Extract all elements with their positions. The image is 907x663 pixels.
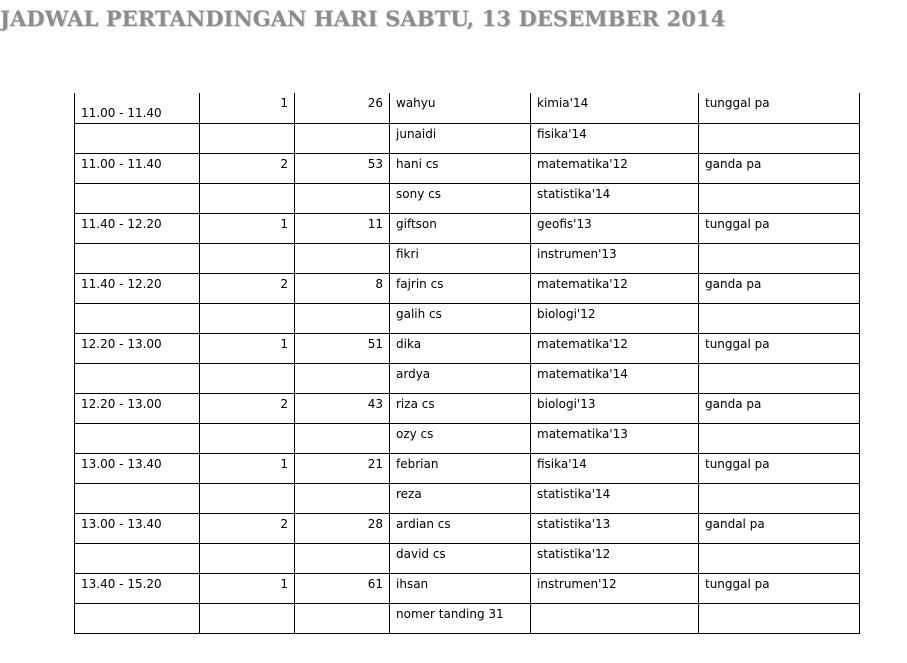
category-cell bbox=[699, 243, 860, 273]
match-number-cell bbox=[295, 393, 390, 423]
time-cell bbox=[75, 453, 200, 483]
category-cell-text bbox=[705, 364, 853, 367]
match-number-cell bbox=[295, 183, 390, 213]
department-cell bbox=[531, 153, 699, 183]
court-cell bbox=[200, 303, 295, 333]
category-cell bbox=[699, 363, 860, 393]
player-name-cell bbox=[390, 483, 531, 513]
department-cell-text: statistika'12 bbox=[537, 546, 611, 561]
time-cell-text bbox=[81, 604, 193, 607]
table-row bbox=[75, 513, 860, 543]
player-name-cell-text: nomer tanding 31 bbox=[396, 606, 504, 621]
department-cell bbox=[531, 93, 699, 123]
department-cell-text: biologi'12 bbox=[537, 306, 596, 321]
court-cell-text: 1 bbox=[280, 456, 288, 471]
match-number-cell bbox=[295, 273, 390, 303]
category-cell-text bbox=[705, 544, 853, 547]
time-cell-text: 12.20 - 13.00 bbox=[81, 336, 162, 351]
time-cell bbox=[75, 153, 200, 183]
department-cell bbox=[531, 363, 699, 393]
category-cell bbox=[699, 393, 860, 423]
match-number-cell-text bbox=[301, 364, 383, 367]
category-cell bbox=[699, 453, 860, 483]
match-number-cell bbox=[295, 543, 390, 573]
category-cell bbox=[699, 423, 860, 453]
court-cell bbox=[200, 123, 295, 153]
court-cell bbox=[200, 453, 295, 483]
category-cell-text bbox=[705, 184, 853, 187]
time-cell bbox=[75, 273, 200, 303]
player-name-cell-text: ardya bbox=[396, 366, 431, 381]
department-cell-text: biologi'13 bbox=[537, 396, 596, 411]
table-row bbox=[75, 183, 860, 213]
time-cell-text bbox=[81, 124, 193, 127]
player-name-cell-text: ardian cs bbox=[396, 516, 451, 531]
court-cell-text: 1 bbox=[280, 576, 288, 591]
player-name-cell bbox=[390, 153, 531, 183]
court-cell-text: 1 bbox=[280, 216, 288, 231]
department-cell-text: statistika'14 bbox=[537, 186, 611, 201]
court-cell-text bbox=[206, 544, 288, 547]
department-cell-text: statistika'14 bbox=[537, 486, 611, 501]
department-cell bbox=[531, 603, 699, 633]
match-number-cell-text: 28 bbox=[367, 516, 383, 531]
court-cell bbox=[200, 543, 295, 573]
player-name-cell bbox=[390, 243, 531, 273]
match-number-cell bbox=[295, 603, 390, 633]
court-cell-text bbox=[206, 184, 288, 187]
court-cell bbox=[200, 573, 295, 603]
court-cell bbox=[200, 513, 295, 543]
time-cell bbox=[75, 513, 200, 543]
match-number-cell-text: 21 bbox=[367, 456, 383, 471]
player-name-cell bbox=[390, 423, 531, 453]
department-cell-text: matematika'12 bbox=[537, 336, 628, 351]
time-cell-text: 13.00 - 13.40 bbox=[81, 516, 162, 531]
time-cell-text bbox=[81, 184, 193, 187]
category-cell bbox=[699, 543, 860, 573]
department-cell bbox=[531, 303, 699, 333]
department-cell bbox=[531, 333, 699, 363]
department-cell-text: fisika'14 bbox=[537, 456, 587, 471]
player-name-cell bbox=[390, 123, 531, 153]
player-name-cell bbox=[390, 363, 531, 393]
court-cell-text: 2 bbox=[280, 516, 288, 531]
table-row bbox=[75, 333, 860, 363]
table-row bbox=[75, 363, 860, 393]
match-number-cell bbox=[295, 363, 390, 393]
time-cell bbox=[75, 333, 200, 363]
department-cell-text: geofis'13 bbox=[537, 216, 592, 231]
department-cell bbox=[531, 513, 699, 543]
time-cell bbox=[75, 603, 200, 633]
department-cell-text: fisika'14 bbox=[537, 126, 587, 141]
time-cell-text bbox=[81, 244, 193, 247]
category-cell-text: tunggal pa bbox=[705, 336, 770, 351]
department-cell bbox=[531, 183, 699, 213]
player-name-cell-text: giftson bbox=[396, 216, 437, 231]
court-cell-text bbox=[206, 364, 288, 367]
time-cell-text: 11.00 - 11.40 bbox=[81, 156, 162, 171]
court-cell bbox=[200, 393, 295, 423]
player-name-cell-text: ozy cs bbox=[396, 426, 434, 441]
time-cell-text: 13.00 - 13.40 bbox=[81, 456, 162, 471]
match-number-cell bbox=[295, 483, 390, 513]
department-cell-text: matematika'12 bbox=[537, 156, 628, 171]
department-cell-text: instrumen'13 bbox=[537, 246, 617, 261]
match-number-cell bbox=[295, 573, 390, 603]
time-cell bbox=[75, 303, 200, 333]
player-name-cell bbox=[390, 93, 531, 123]
time-cell-text: 11.40 - 12.20 bbox=[81, 276, 162, 291]
court-cell-text bbox=[206, 304, 288, 307]
time-cell bbox=[75, 573, 200, 603]
department-cell bbox=[531, 483, 699, 513]
category-cell-text: ganda pa bbox=[705, 396, 762, 411]
player-name-cell-text: wahyu bbox=[396, 96, 436, 110]
time-cell bbox=[75, 423, 200, 453]
category-cell-text bbox=[705, 124, 853, 127]
match-number-cell-text: 61 bbox=[367, 576, 383, 591]
match-number-cell-text: 43 bbox=[367, 396, 383, 411]
player-name-cell bbox=[390, 273, 531, 303]
court-cell-text bbox=[206, 244, 288, 247]
table-row bbox=[75, 213, 860, 243]
table-row bbox=[75, 303, 860, 333]
court-cell-text bbox=[206, 424, 288, 427]
table-row bbox=[75, 153, 860, 183]
category-cell-text: tunggal pa bbox=[705, 96, 770, 110]
table-row bbox=[75, 123, 860, 153]
court-cell-text bbox=[206, 604, 288, 607]
category-cell-text bbox=[705, 244, 853, 247]
player-name-cell-text: febrian bbox=[396, 456, 439, 471]
department-cell-text bbox=[537, 604, 692, 607]
category-cell bbox=[699, 483, 860, 513]
match-number-cell bbox=[295, 333, 390, 363]
match-number-cell bbox=[295, 453, 390, 483]
time-cell-text bbox=[81, 544, 193, 547]
match-number-cell-text: 8 bbox=[375, 276, 383, 291]
court-cell-text: 1 bbox=[280, 96, 288, 110]
category-cell bbox=[699, 603, 860, 633]
player-name-cell bbox=[390, 393, 531, 423]
player-name-cell-text: david cs bbox=[396, 546, 446, 561]
category-cell-text bbox=[705, 304, 853, 307]
table-row bbox=[75, 393, 860, 423]
department-cell-text: kimia'14 bbox=[537, 96, 589, 110]
match-number-cell-text bbox=[301, 244, 383, 247]
match-number-cell-text: 11 bbox=[367, 216, 383, 231]
match-number-cell-text: 53 bbox=[367, 156, 383, 171]
player-name-cell bbox=[390, 213, 531, 243]
category-cell bbox=[699, 153, 860, 183]
player-name-cell bbox=[390, 603, 531, 633]
page-title: JADWAL PERTANDINGAN HARI SABTU, 13 DESEMBER 2014 bbox=[0, 6, 726, 31]
court-cell-text: 2 bbox=[280, 276, 288, 291]
time-cell-text: 11.40 - 12.20 bbox=[81, 216, 162, 231]
department-cell-text: matematika'13 bbox=[537, 426, 628, 441]
player-name-cell-text: ihsan bbox=[396, 576, 429, 591]
player-name-cell bbox=[390, 183, 531, 213]
time-cell bbox=[75, 183, 200, 213]
department-cell-text: instrumen'12 bbox=[537, 576, 617, 591]
player-name-cell-text: sony cs bbox=[396, 186, 441, 201]
table-row bbox=[75, 483, 860, 513]
match-number-cell-text bbox=[301, 484, 383, 487]
match-number-cell bbox=[295, 93, 390, 123]
table-row bbox=[75, 573, 860, 603]
time-cell bbox=[75, 93, 200, 123]
match-number-cell bbox=[295, 423, 390, 453]
player-name-cell-text: riza cs bbox=[396, 396, 435, 411]
table-row bbox=[75, 543, 860, 573]
category-cell bbox=[699, 183, 860, 213]
court-cell bbox=[200, 213, 295, 243]
match-number-cell-text: 51 bbox=[367, 336, 383, 351]
match-number-cell bbox=[295, 153, 390, 183]
court-cell bbox=[200, 153, 295, 183]
category-cell bbox=[699, 573, 860, 603]
court-cell bbox=[200, 333, 295, 363]
department-cell bbox=[531, 423, 699, 453]
category-cell bbox=[699, 273, 860, 303]
department-cell-text: statistika'13 bbox=[537, 516, 611, 531]
court-cell-text: 2 bbox=[280, 396, 288, 411]
match-number-cell bbox=[295, 513, 390, 543]
time-cell-text: 12.20 - 13.00 bbox=[81, 396, 162, 411]
table-row bbox=[75, 453, 860, 483]
court-cell-text bbox=[206, 124, 288, 127]
court-cell bbox=[200, 363, 295, 393]
time-cell-text bbox=[81, 484, 193, 487]
category-cell-text bbox=[705, 484, 853, 487]
player-name-cell-text: galih cs bbox=[396, 306, 442, 321]
category-cell-text: ganda pa bbox=[705, 156, 762, 171]
court-cell-text: 2 bbox=[280, 156, 288, 171]
court-cell bbox=[200, 423, 295, 453]
category-cell-text: tunggal pa bbox=[705, 576, 770, 591]
player-name-cell-text: fajrin cs bbox=[396, 276, 444, 291]
time-cell-text bbox=[81, 424, 193, 427]
player-name-cell-text: reza bbox=[396, 486, 422, 501]
court-cell-text: 1 bbox=[280, 336, 288, 351]
category-cell-text bbox=[705, 604, 853, 607]
time-cell bbox=[75, 363, 200, 393]
department-cell bbox=[531, 273, 699, 303]
time-cell bbox=[75, 123, 200, 153]
court-cell bbox=[200, 183, 295, 213]
table-row bbox=[75, 93, 860, 123]
match-number-cell-text bbox=[301, 544, 383, 547]
time-cell-text bbox=[81, 364, 193, 367]
player-name-cell-text: dika bbox=[396, 336, 422, 351]
time-cell bbox=[75, 543, 200, 573]
match-number-cell bbox=[295, 243, 390, 273]
player-name-cell bbox=[390, 513, 531, 543]
player-name-cell bbox=[390, 303, 531, 333]
player-name-cell bbox=[390, 453, 531, 483]
category-cell bbox=[699, 513, 860, 543]
court-cell bbox=[200, 603, 295, 633]
department-cell-text: matematika'14 bbox=[537, 366, 628, 381]
category-cell-text: gandal pa bbox=[705, 516, 765, 531]
player-name-cell-text: hani cs bbox=[396, 156, 439, 171]
category-cell-text bbox=[705, 424, 853, 427]
department-cell bbox=[531, 543, 699, 573]
match-number-cell-text bbox=[301, 124, 383, 127]
department-cell bbox=[531, 243, 699, 273]
category-cell bbox=[699, 213, 860, 243]
match-number-cell bbox=[295, 213, 390, 243]
department-cell bbox=[531, 213, 699, 243]
table-row bbox=[75, 243, 860, 273]
category-cell bbox=[699, 333, 860, 363]
player-name-cell-text: junaidi bbox=[396, 126, 437, 141]
time-cell-text: 13.40 - 15.20 bbox=[81, 576, 162, 591]
match-number-cell-text bbox=[301, 304, 383, 307]
table-row bbox=[75, 273, 860, 303]
court-cell bbox=[200, 243, 295, 273]
department-cell bbox=[531, 573, 699, 603]
player-name-cell bbox=[390, 543, 531, 573]
department-cell-text: matematika'12 bbox=[537, 276, 628, 291]
category-cell bbox=[699, 123, 860, 153]
time-cell bbox=[75, 243, 200, 273]
match-number-cell-text bbox=[301, 424, 383, 427]
match-number-cell bbox=[295, 303, 390, 333]
court-cell bbox=[200, 93, 295, 123]
category-cell bbox=[699, 93, 860, 123]
match-schedule-table bbox=[74, 93, 860, 634]
department-cell bbox=[531, 393, 699, 423]
court-cell bbox=[200, 483, 295, 513]
table-row bbox=[75, 603, 860, 633]
match-number-cell-text bbox=[301, 184, 383, 187]
match-number-cell-text bbox=[301, 604, 383, 607]
player-name-cell bbox=[390, 333, 531, 363]
time-cell bbox=[75, 393, 200, 423]
time-cell-text: 11.00 - 11.40 bbox=[81, 106, 162, 120]
category-cell bbox=[699, 303, 860, 333]
department-cell bbox=[531, 123, 699, 153]
match-number-cell-text: 26 bbox=[367, 96, 383, 110]
category-cell-text: tunggal pa bbox=[705, 456, 770, 471]
table-row bbox=[75, 423, 860, 453]
player-name-cell-text: fikri bbox=[396, 246, 419, 261]
court-cell-text bbox=[206, 484, 288, 487]
court-cell bbox=[200, 273, 295, 303]
category-cell-text: tunggal pa bbox=[705, 216, 770, 231]
time-cell-text bbox=[81, 304, 193, 307]
player-name-cell bbox=[390, 573, 531, 603]
department-cell bbox=[531, 453, 699, 483]
match-number-cell bbox=[295, 123, 390, 153]
time-cell bbox=[75, 213, 200, 243]
schedule-body bbox=[75, 93, 860, 633]
time-cell bbox=[75, 483, 200, 513]
category-cell-text: ganda pa bbox=[705, 276, 762, 291]
